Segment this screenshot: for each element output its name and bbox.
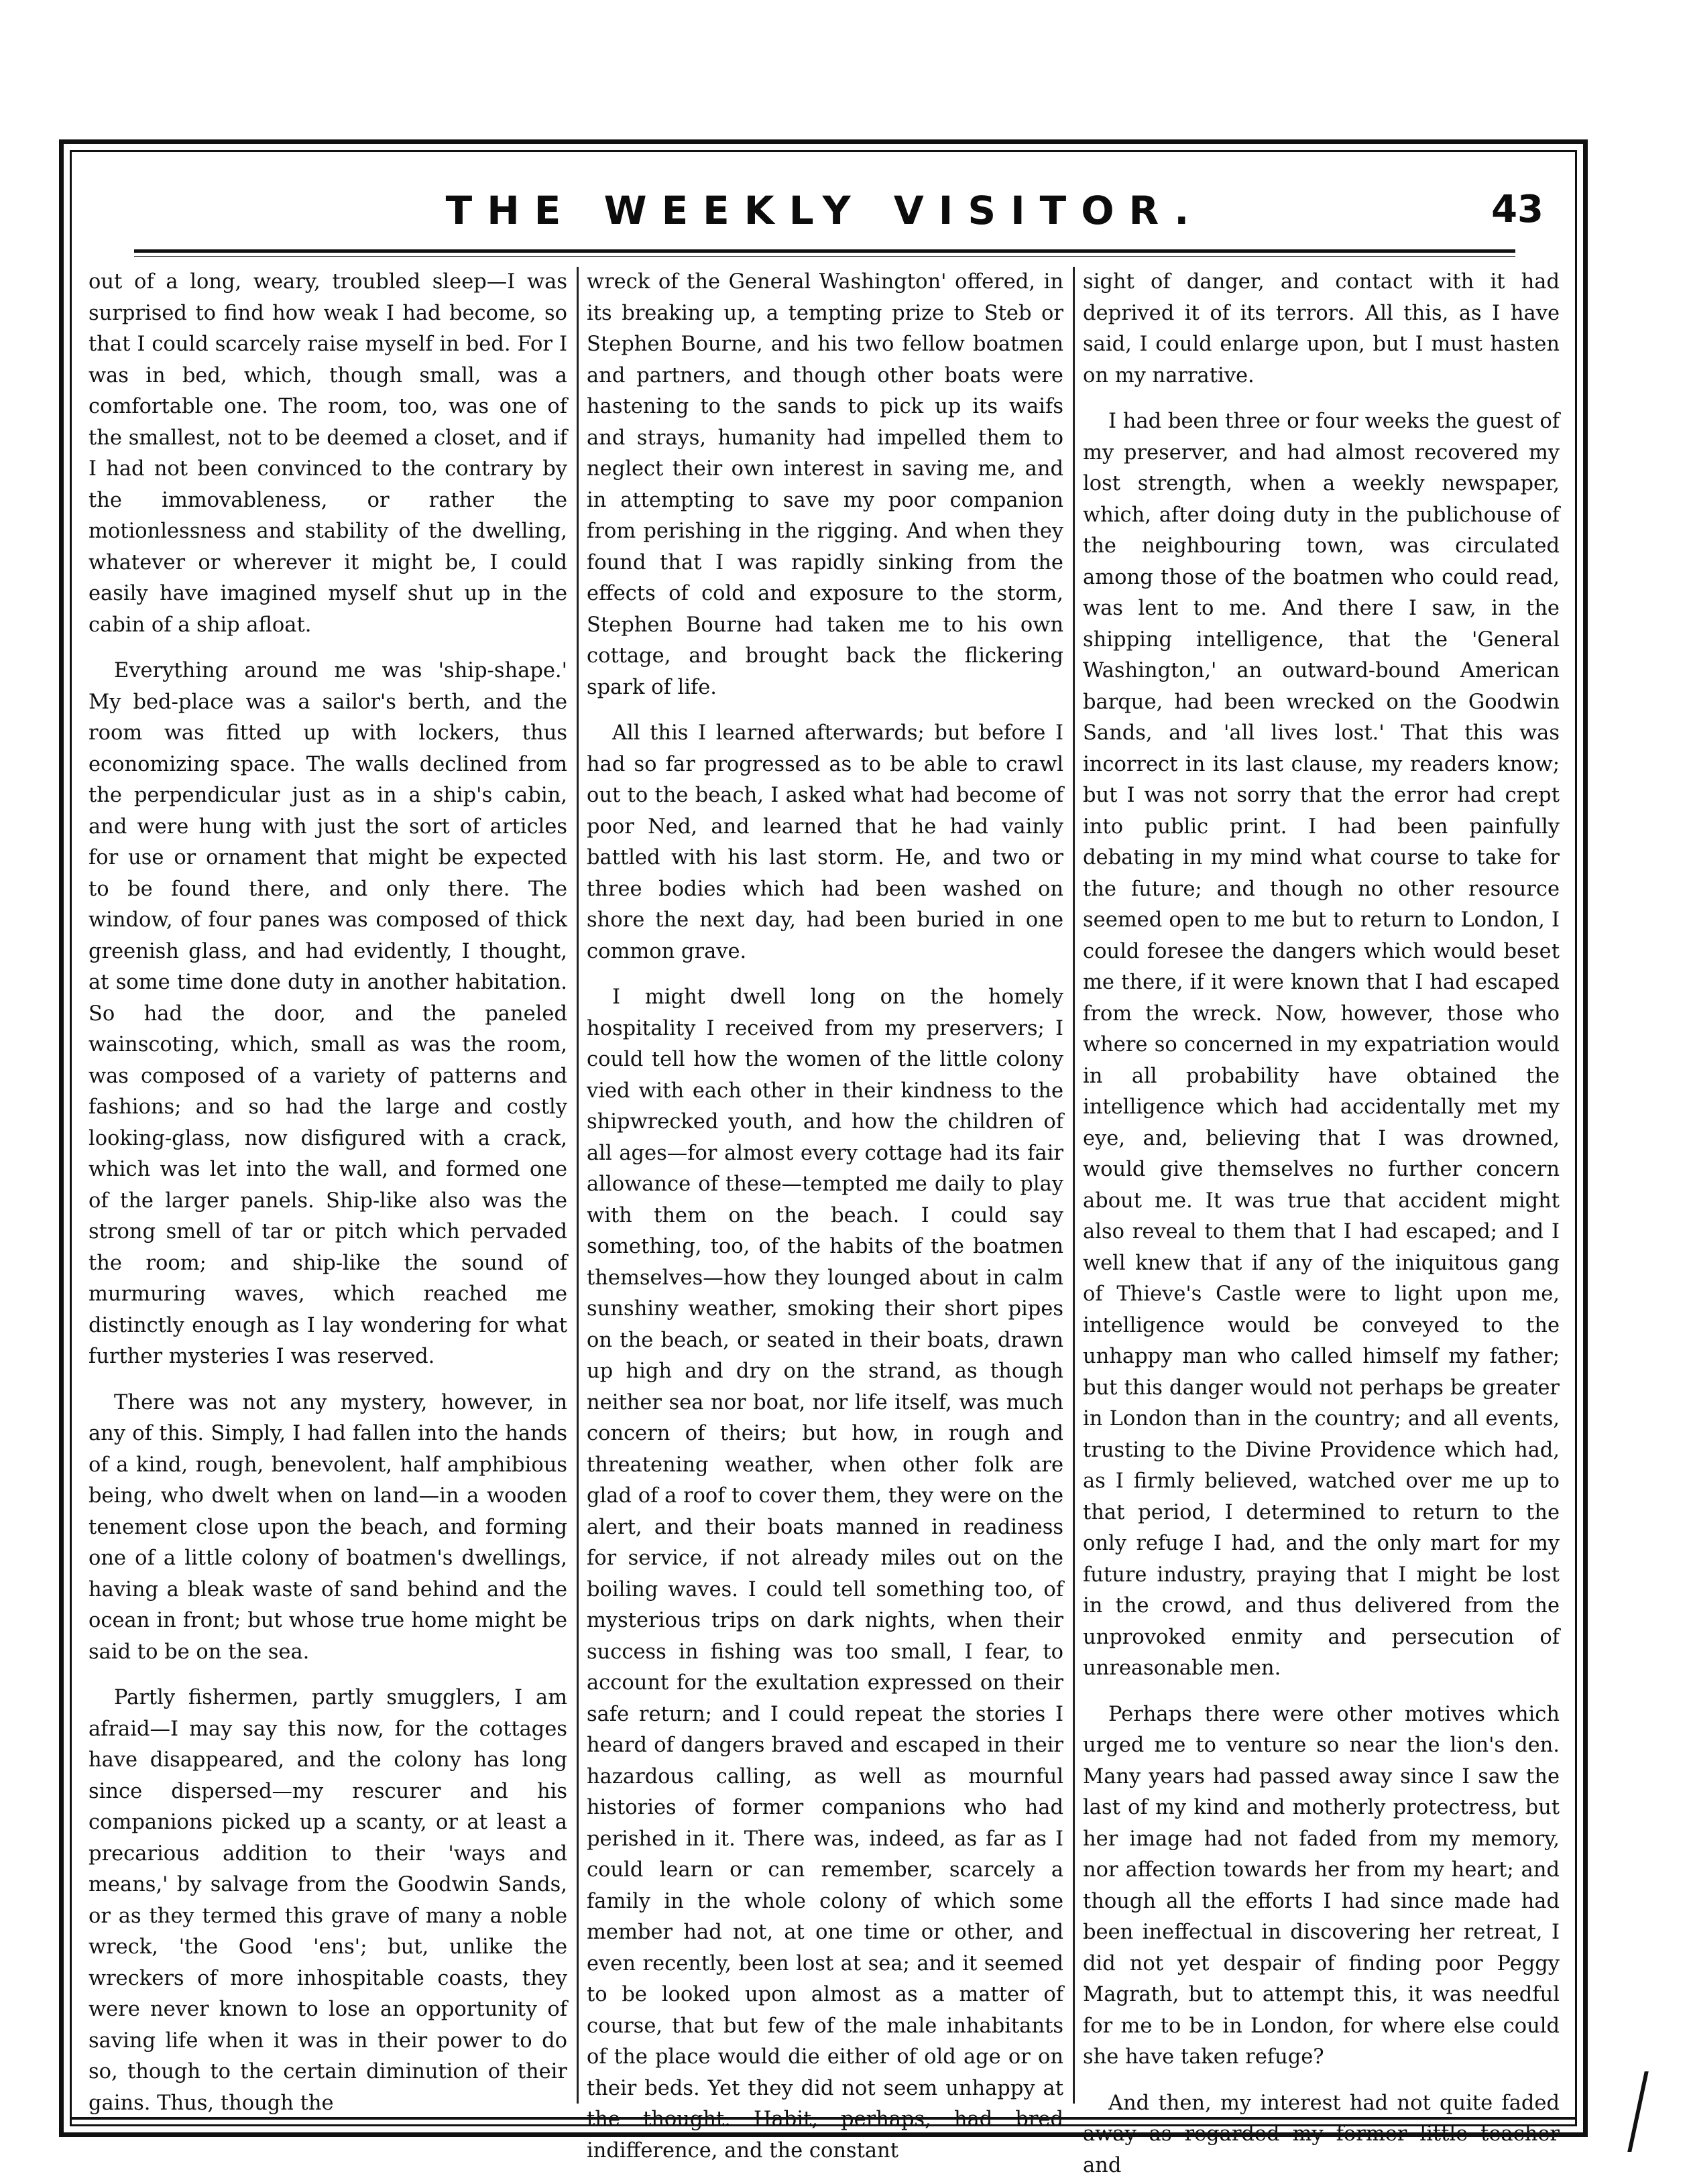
header-rule-thin <box>134 256 1515 257</box>
masthead-title: THE WEEKLY VISITOR. <box>445 188 1204 233</box>
paragraph: wreck of the General Washington' offered, in its breaking up, a tempting prize to Steb or Stephen Bourne, and his two fellow boatmen and partners, and though other boats were hastening to the sands to pick up its waifs and strays, humanity had impelled them to neglect their own interest in saving me, and in attempting to save my poor companion from perishing in the rigging. And when they found that I was rapidly sinking from the effects of cold and exposure to the storm, Stephen Bourne had taken me to his own cottage, and brought back the flickering spark of life. <box>587 270 1063 699</box>
paragraph: And then, my interest had not quite faded away as regarded my former little teacher and <box>1083 2091 1560 2177</box>
text-columns <box>80 267 1569 2177</box>
header-rule <box>134 249 1515 253</box>
footer-rule <box>70 2117 1577 2120</box>
paragraph: Everything around me was 'ship-shape.' My bed-place was a sailor's berth, and the room was fitted up with lockers, thus economizing space. The walls declined from the perpendicular just as in a ship's cabin, and were hung with just the sort of articles for use or ornament that might be expected to be found there, and only there. The window, of four panes was composed of thick greenish glass, and had evidently, I thought, at some time done duty in another habitation. So had the door, and the paneled wainscoting, which, small as was the room, was composed of a variety of patterns and fashions; and so had the large and costly looking-glass, now disfigured with a crack, which was let into the wall, and formed one of the larger panels. Ship-like also was the strong smell of tar or pitch which pervaded the room; and ship-like the sound of murmuring waves, which reached me distinctly enough as I lay wondering for what further mysteries I was reserved. <box>89 659 567 1368</box>
column-3 <box>1073 267 1569 2177</box>
column-2 <box>577 267 1073 2163</box>
page-header <box>74 188 1576 241</box>
paragraph: I had been three or four weeks the guest of my preserver, and had almost recovered my lost strength, when a weekly newspaper, which, after doing duty in the publichouse of the neighbouring town, was circulated among those of the boatmen who could read, was lent to me. And there I saw, in the shipping intelligence, that the 'General Washington,' an outward-bound American barque, had been wrecked on the Goodwin Sands, and 'all lives lost.' That this was incorrect in its last clause, my readers know; but I was not sorry that the error had crept into public print. I had been painfully debating in my mind what course to take for the future; and though no other resource seemed open to me but to return to London, I could foresee the dangers which would beset me there, if it were known that I had escaped from the wreck. Now, however, those who where so concerned in my expatriation would in all probability have obtained the intelligence which had accidentally met my eye, and, believing that I was drowned, would give themselves no further concern about me. It was true that accident might also reveal to them that I had escaped; and I well knew that if any of the iniquitous gang of Thieve's Castle were to light upon me, intelligence would be conveyed to the unhappy man who called himself my father; but this danger would not perhaps be greater in London than in the country; and all events, trusting to the Divine Providence which had, as I firmly believed, watched over me up to that period, I determined to return to the only refuge I had, and the only mart for my future industry, praying that I might be lost in the crowd, and thus delivered from the unprovoked enmity and persecution of unreasonable men. <box>1083 410 1560 1680</box>
paragraph: All this I learned afterwards; but before I had so far progressed as to be able to crawl out to the beach, I asked what had become of poor Ned, and learned that he had vainly battled with his last storm. He, and two or three bodies which had been washed on shore the next day, had been buried in one common grave. <box>587 721 1063 963</box>
paragraph: I might dwell long on the homely hospitality I received from my preservers; I could tell how the women of the little colony vied with each other in their kindness to the shipwrecked youth, and how the children of all ages—for almost every cottage had its fair allowance of these—tempted me daily to play with them on the beach. I could say something, too, of the habits of the boatmen themselves—how they lounged about in calm sunshiny weather, smoking their short pipes on the beach, or seated in their boats, drawn up high and dry on the strand, as though neither sea nor boat, nor life itself, was much concern of theirs; but how, in rough and threatening weather, when other folk are glad of a roof to cover them, they were on the alert, and their boats manned in readiness for service, if not already miles out on the boiling waves. I could tell something too, of mysterious trips on dark nights, when their success in fishing was too small, I fear, to account for the exultation expressed on their safe return; and I could repeat the stories I heard of dangers braved and escaped in their hazardous calling, as well as mournful histories of former companions who had perished in it. There was, indeed, as far as I could learn or can remember, scarcely a family in the whole colony of which some member had not, at one time or other, and even recently, been lost at sea; and it seemed to be looked upon almost as a matter of course, that but few of the male inhabitants of the place would die either of old age or on their beds. Yet they did not seem unhappy at the thought. Habit, perhaps, had bred indifference, and the constant <box>587 985 1063 2163</box>
page-number: 43 <box>1491 188 1544 231</box>
paragraph: sight of danger, and contact with it had deprived it of its terrors. All this, as I have said, I could enlarge upon, but I must hasten on my narrative. <box>1083 270 1560 387</box>
column-1 <box>80 267 577 2115</box>
paragraph: Perhaps there were other motives which urged me to venture so near the lion's den. Many years had passed away since I saw the last of my kind and motherly protectress, but her image had not faded from my memory, nor affection towards her from my heart; and though all the efforts I had since made had been ineffectual in discovering her retreat, I did not yet despair of finding poor Peggy Magrath, but to attempt this, it was needful for me to be in London, for where else could she have taken refuge? <box>1083 1702 1560 2069</box>
paragraph: There was not any mystery, however, in any of this. Simply, I had fallen into the hands of a kind, rough, benevolent, half amphibious being, who dwelt when on land—in a wooden tenement close upon the beach, and forming one of a little colony of boatmen's dwellings, having a bleak waste of sand behind and the ocean in front; but whose true home might be said to be on the sea. <box>89 1390 567 1664</box>
paragraph: out of a long, weary, troubled sleep—I was surprised to find how weak I had become, so that I could scarcely raise myself in bed. For I was in bed, which, though small, was a comfortable one. The room, too, was one of the smallest, not to be deemed a closet, and if I had not been convinced to the contrary by the immovableness, or rather the motionlessness and stability of the dwelling, whatever or wherever it might be, I could easily have imagined myself shut up in the cabin of a ship afloat. <box>89 270 567 637</box>
scan-artifact-mark <box>1627 2071 1649 2152</box>
paragraph: Partly fishermen, partly smugglers, I am afraid—I may say this now, for the cottages have disappeared, and the colony has long since dispersed—my rescurer and his companions picked up a scanty, or at least a precarious addition to their 'ways and means,' by salvage from the Goodwin Sands, or as they termed this grave of many a noble wreck, 'the Good 'ens'; but, unlike the wreckers of more inhospitable coasts, they were never known to lose an opportunity of saving life when it was in their power to do so, though to the certain diminution of their gains. Thus, though the <box>89 1686 567 2115</box>
